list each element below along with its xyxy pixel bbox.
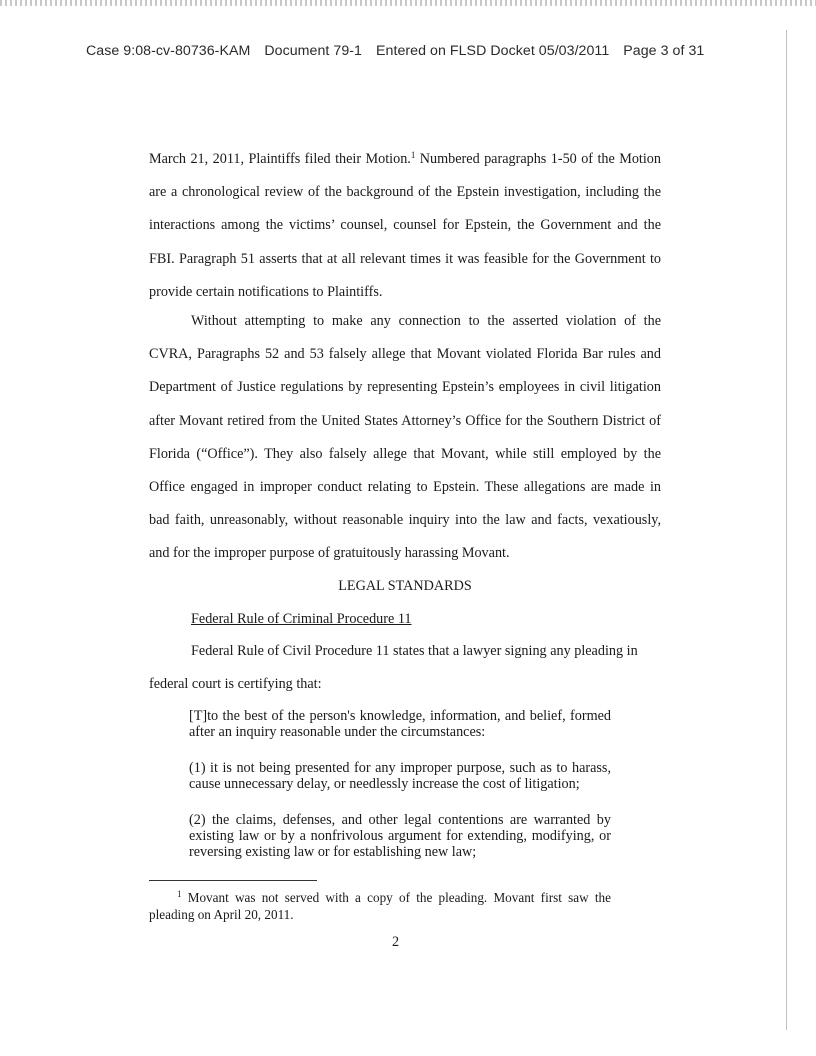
rule-intro-line: Federal Rule of Civil Procedure 11 states that a lawyer signing any pleading in (191, 643, 638, 659)
docket-header (86, 43, 746, 59)
scan-artifact-edge (786, 30, 787, 1030)
paragraph-text: Numbered paragraphs 1-50 of the Motion are a chronological review of the background of the Epstein investigation, including the interactions among the victims’ counsel, counsel for Epstein, the Government and the FBI. Paragraph 51 asserts that at all relevant times it was feasible for the Government to provide certain notifications to Plaintiffs. (149, 151, 661, 300)
footnote-ref: 1 (410, 150, 416, 160)
page-count: Page 3 of 31 (623, 43, 705, 59)
paragraph-allegations: Without attempting to make any connection to the asserted violation of the CVRA, Paragraphs 52 and 53 falsely allege that Movant violated Florida Bar rules and Department of Justice regulations by representing Epstein’s employees in civil litigation after Movant retired from the United States Attorney’s Office for the Southern District of Florida (“Office”). They also falsely allege that Movant, while still employed by the Office engaged in improper conduct relating to Epstein. These allegations are made in bad faith, unreasonably, without reasonable inquiry into the law and facts, vexatiously, and for the improper purpose of gratuitously harassing Movant. (149, 313, 661, 562)
footnote-text: Movant was not served with a copy of the pleading. Movant first saw the pleading on April 20, 2011. (149, 890, 611, 922)
block-quote: [T]to the best of the person's knowledge, information, and belief, formed after an inquiry reasonable under the circumstances: (189, 708, 611, 740)
scan-artifact-top (0, 0, 816, 6)
footnote (149, 890, 611, 923)
rule-intro-line: federal court is certifying that: (149, 676, 322, 692)
block-quote: (2) the claims, defenses, and other legal contentions are warranted by existing law or by a nonfrivolous argument for extending, modifying, or reversing existing law or for establishing new law; (189, 812, 611, 860)
paragraph-text: March 21, 2011, Plaintiffs filed their Motion. (149, 151, 411, 167)
paragraph-motion-summary (149, 143, 661, 309)
subsection-heading: Federal Rule of Criminal Procedure 11 (191, 611, 412, 627)
case-number: Case 9:08-cv-80736-KAM (86, 43, 251, 59)
footnote-marker: 1 (177, 889, 182, 899)
page-number: 2 (392, 934, 400, 950)
block-quote: (1) it is not being presented for any improper purpose, such as to harass, cause unnecessary delay, or needlessly increase the cost of litigation; (189, 760, 611, 792)
footnote-divider (149, 880, 317, 881)
docket-entry: Entered on FLSD Docket 05/03/2011 (376, 43, 610, 59)
section-heading: LEGAL STANDARDS (338, 578, 472, 594)
document-number: Document 79-1 (264, 43, 362, 59)
